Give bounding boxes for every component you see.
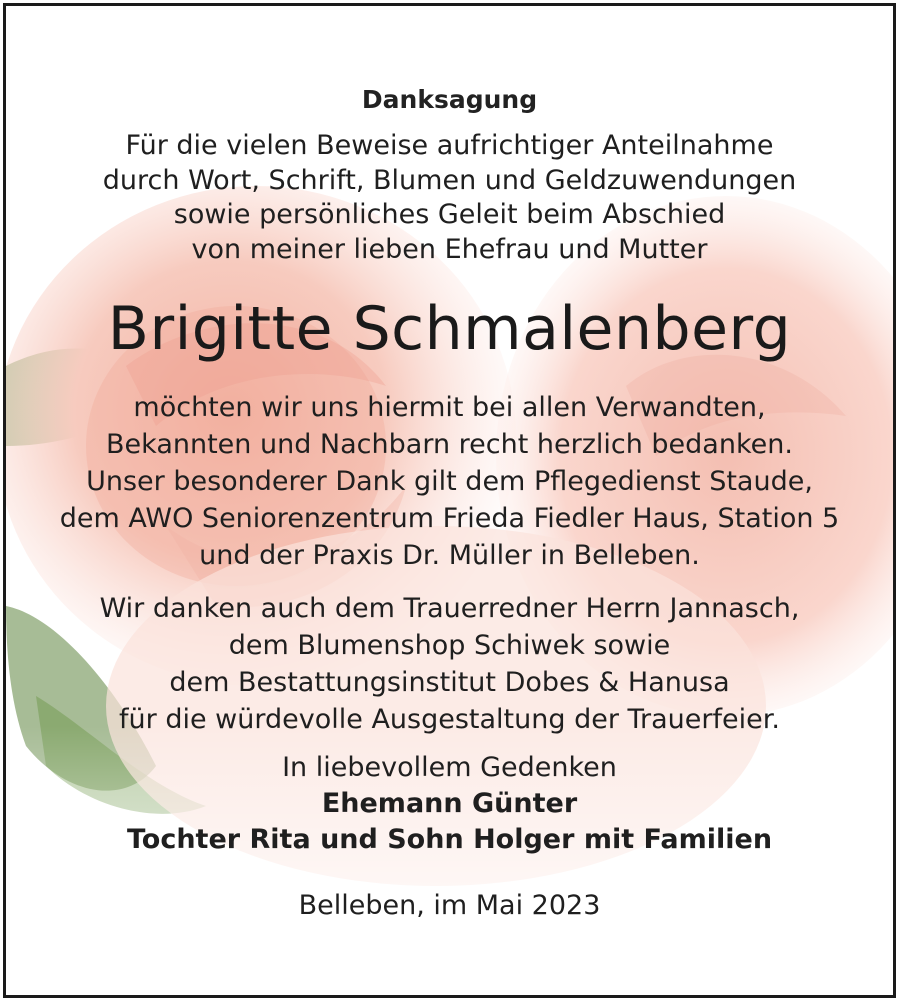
second-thanks-paragraph bbox=[6, 590, 893, 738]
signer-name: Ehemann Günter bbox=[321, 788, 578, 819]
text-line: Bekannten und Nachbarn recht herzlich bedanken. bbox=[106, 429, 793, 460]
place-date: Belleben, im Mai 2023 bbox=[298, 890, 601, 921]
text-line: durch Wort, Schrift, Blumen und Geldzuwendungen bbox=[102, 164, 797, 196]
signer-name: Tochter Rita und Sohn Holger mit Familien bbox=[126, 824, 773, 855]
text-line: Unser besonderer Dank gilt dem Pflegedienst Staude, bbox=[86, 466, 813, 497]
text-line: dem Blumenshop Schiwek sowie bbox=[228, 630, 671, 661]
text-line: für die würdevolle Ausgestaltung der Trauerfeier. bbox=[119, 704, 780, 735]
obituary-card bbox=[3, 3, 896, 998]
text-line: und der Praxis Dr. Müller in Belleben. bbox=[199, 540, 700, 571]
deceased-name: Brigitte Schmalenberg bbox=[107, 294, 792, 364]
thanks-paragraph bbox=[6, 389, 893, 574]
text-line: Wir danken auch dem Trauerredner Herrn Jannasch, bbox=[99, 593, 800, 624]
text-line: sowie persönliches Geleit beim Abschied bbox=[173, 199, 726, 230]
text-line: Für die vielen Beweise aufrichtiger Anteilnahme bbox=[125, 130, 774, 161]
text-line: dem Bestattungsinstitut Dobes & Hanusa bbox=[169, 667, 730, 698]
notice-heading: Danksagung bbox=[361, 85, 538, 114]
text-line: dem AWO Seniorenzentrum Frieda Fiedler Haus, Station 5 bbox=[59, 503, 840, 534]
text-line: von meiner lieben Ehefrau und Mutter bbox=[191, 233, 708, 265]
signature-block bbox=[6, 750, 893, 858]
notice-text bbox=[6, 6, 893, 924]
text-line: möchten wir uns hiermit bei allen Verwandten, bbox=[133, 392, 766, 423]
closing-line: In liebevollem Gedenken bbox=[282, 752, 617, 783]
intro-paragraph bbox=[6, 129, 893, 267]
